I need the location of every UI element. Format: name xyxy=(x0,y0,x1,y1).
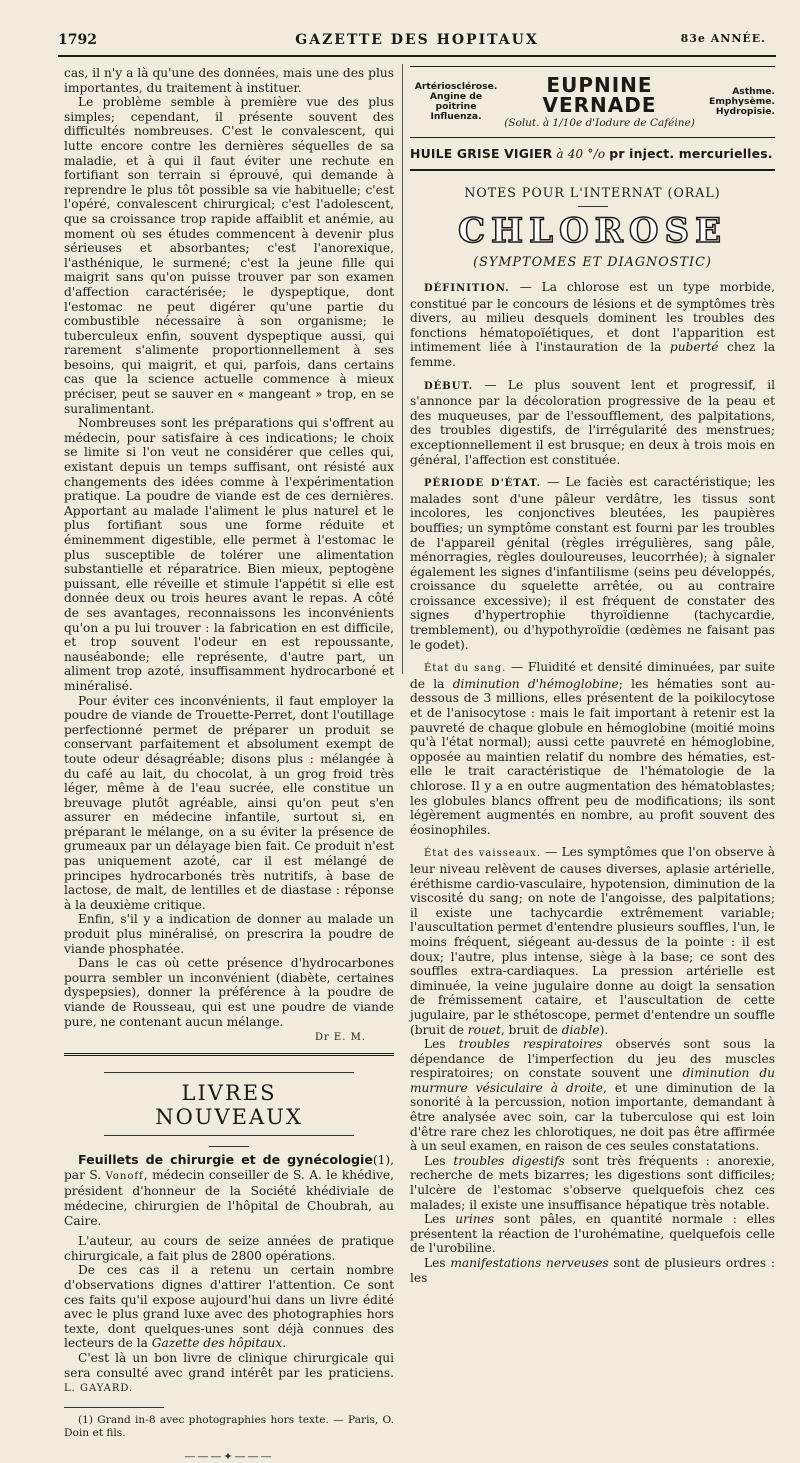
text-fragment: — Le plus souvent lent et progressif, il s'annonce par la décoloration progressive de la peau et des muqueuses, par de l'essoufflement, des palpitations, des troubles digestifs, de l'irrégularité des menstrues; exceptionnellement il est brusque; en deux à trois mois en général, l'affection est constituée. xyxy=(410,377,775,467)
ad-rule xyxy=(410,169,775,171)
ad-line: Emphysème. xyxy=(709,96,775,107)
ad-brand: EUPNINE VERNADE xyxy=(542,73,657,117)
ad-line: Asthme. xyxy=(732,86,775,97)
periode-paragraph xyxy=(410,475,775,652)
text-fragment: sont très fréquents : anorexie, recherche de mets bizarres; les digestions sont difficiles; l'ulcère de l'estomac s'observe quelquefois chez ces malades; il existe une insuffisance hépatique très notable. xyxy=(410,1153,776,1212)
text-fragment: — La chlorose est un type morbide, constitué par le concours de lésions et de symptômes très divers, au milieu desquels dominent les troubles des fonctions hématopoïétiques, et dont l'apparition est intimement liée à l'instauration de la xyxy=(410,280,775,355)
ad-text: à 40 °/o xyxy=(552,147,610,161)
nerveuses-paragraph xyxy=(410,1256,775,1285)
text-fragment: C'est là un bon livre de clinique chirurgicale qui sera consulté avec grand intérêt par les praticiens. xyxy=(64,1350,394,1380)
ad-line: Hydropisie. xyxy=(715,106,775,117)
text-fragment: — Les symptômes que l'on observe à leur niveau relèvent de causes diverses, aplasie artérielle, éréthisme cardio-vasculaire, hypotension, diminution de la viscosité du sang; on note de l'angoisse, des palpitations; il existe une tachycardie extrêmement variable; l'auscultation permet d'entendre plusieurs souffles, l'un, le moins fréquent, siégeant au-dessus de la pointe : il est doux; l'autre, plus intense, siège à la base; ce sont des souffles extra-cardiaques. La pression artérielle est diminuée, la veine jugulaire donne au doigt la sensation de frémissement cataire, et l'auscultation de cette jugulaire, par le sthétoscope, permet d'entendre un souffle (bruit de xyxy=(410,845,775,1037)
footnote-ref: (1) xyxy=(372,1153,391,1168)
paragraph: Dans le cas où cette présence d'hydrocarbones pourra sembler un inconvénient (diabète, certaines dyspepsies), donner la préférence à la poudre de viande de Rousseau, qui est une poudre de viande pure, ne contenant aucun mélange. xyxy=(64,956,394,1029)
digestifs-paragraph xyxy=(410,1154,775,1212)
text-fragment: sont de plusieurs ordres : les xyxy=(410,1256,775,1285)
debut-paragraph xyxy=(410,378,775,468)
ornament-divider: ———✦——— xyxy=(184,1449,274,1463)
divider xyxy=(209,1146,249,1147)
text-emphasis: manifestations nerveuses xyxy=(450,1256,609,1270)
right-column xyxy=(410,66,775,1285)
review-signature: L. GAYARD. xyxy=(64,1383,134,1395)
text-emphasis: troubles respiratoires xyxy=(458,1037,603,1052)
paragraph: Enfin, s'il y a indication de donner au malade un produit plus minéralisé, on prescrira la poudre de viande phosphatée. xyxy=(64,912,394,956)
advertisement-huile-grise xyxy=(410,138,775,169)
book-author: Vonoff xyxy=(105,1170,144,1182)
text-emphasis: rouet xyxy=(467,1022,501,1037)
ad-brand-block xyxy=(502,75,697,129)
text-fragment: , bruit de xyxy=(500,1022,562,1037)
respiratoires-paragraph xyxy=(410,1037,775,1154)
text-emphasis: diminution d'hémoglobine xyxy=(452,676,619,691)
section-rule xyxy=(64,1053,394,1056)
paragraph-label: État des vaisseaux. xyxy=(424,848,541,860)
paragraph: Le problème semble à première vue des plus simples; cependant, il présente souvent des difficultés nombreuses. C'est le convalescent, qui lutte encore contre les dernières séquelles de sa maladie, et à qui il faut éviter une rechute en fortifiant son terrain si éprouvé, qui demande à reprendre le plus tôt possible sa vie habituelle; c'est l'opéré, convalescent chirurgical; c'est l'adolescent, que sa croissance trop rapide affaiblit et anémie, au moment où ses études commencent à devenir plus sérieuses et absorbantes; c'est l'anorexique, l'asthénique, le surmené; c'est la jeune fille qui maigrit sans qu'on puisse trouver par son examen d'affection caractérisée; le dyspeptique, dont l'estomac ne peut digérer qu'une partie du combustible nécessaire à son organisme; le tuberculeux enfin, souvent dyspeptique aussi, qui rarement s'alimente proportionnellement à ses besoins, qui maigrit, et qui, parfois, dans certains cas que la science actuelle commence à mieux préciser, peut se sauver en « mangeant » trop, en se suralimentant. xyxy=(64,95,394,416)
text-emphasis: puberté xyxy=(669,340,719,355)
paragraph xyxy=(64,1351,394,1397)
left-column xyxy=(64,66,394,1463)
book-title: Feuillets de chirurgie et de gynécologie xyxy=(78,1152,373,1168)
journal-title: GAZETTE DES HOPITAUX xyxy=(295,32,539,48)
text-fragment: , par S. xyxy=(64,1153,394,1182)
text-emphasis: diable xyxy=(561,1022,600,1037)
text-fragment: Les xyxy=(424,1256,451,1270)
text-fragment: Les xyxy=(424,1037,459,1052)
section-kicker: NOTES POUR L'INTERNAT (ORAL) xyxy=(464,185,721,200)
paragraph-label: PÉRIODE D'ÉTAT. xyxy=(424,478,541,490)
header-rule xyxy=(58,55,776,57)
text-fragment: sont pâles, en quantité normale : elles présentent la réaction de l'urohématine, quelquefois celle de l'urobiline. xyxy=(410,1212,775,1256)
article-signature: Dr E. M. xyxy=(314,1032,366,1044)
book-review-paragraph xyxy=(64,1153,394,1228)
paragraph: L'auteur, au cours de seize années de pratique chirurgicale, a fait plus de 2800 opérations. xyxy=(64,1234,394,1263)
advertisement-eupnine xyxy=(410,67,775,137)
section-heading: LIVRES NOUVEAUX xyxy=(155,1081,303,1130)
ad-line: Influenza. xyxy=(430,111,482,122)
paragraph: Pour éviter ces inconvénients, il faut employer la poudre de viande de Trouette-Perret, dont l'outillage perfectionné permet de préparer un produit se conservant parfaitement et absolument exempt de toute odeur désagréable; disons plus : mélangée à du café au lait, du chocolat, à un grog froid très léger, même à de l'eau sucrée, elle constitue un breuvage plutôt agréable, ainsi qu'on peut s'en assurer en médecine infantile, surtout si, en préparant le mélange, on a su éviter la présence de grumeaux par un délayage bien fait. Ce produit n'est pas uniquement azoté, car il est mélangé de principes hydrocarbonés très nutritifs, à base de lactose, de malt, de lentilles et de diastase : réponse à la deuxième critique. xyxy=(64,693,394,912)
article-subtitle: (SYMPTOMES ET DIAGNOSTIC) xyxy=(473,255,712,270)
year-label: 83e ANNÉE. xyxy=(680,32,766,45)
urines-paragraph xyxy=(410,1212,775,1256)
text-emphasis: troubles digestifs xyxy=(453,1153,565,1168)
vaisseaux-paragraph xyxy=(410,845,775,1037)
text-fragment: Les xyxy=(424,1212,456,1227)
paragraph: cas, il n'y a là qu'une des données, mais une des plus importantes, du traitement à instituer. xyxy=(64,66,394,95)
text-fragment: , médecin conseiller de S. A. le khédive, président d'honneur de la Société khédiviale de médecine, chirurgien de l'hôpital de Choubrah, au Caire. xyxy=(64,1167,394,1228)
sang-paragraph xyxy=(410,660,775,837)
text-fragment: Les xyxy=(424,1153,454,1168)
text-fragment: chez la femme. xyxy=(410,340,775,369)
divider xyxy=(578,206,608,207)
text-fragment: observés sont sous la dépendance de l'imperfection du jeu des muscles respiratoires; on constate souvent une xyxy=(410,1037,775,1081)
section-heading-box xyxy=(104,1072,354,1136)
text-fragment: ). xyxy=(599,1022,609,1037)
page-number: 1792 xyxy=(58,32,97,48)
ad-line: Angine de poitrine xyxy=(429,91,483,112)
text-emphasis: diminution du murmure vésiculaire à droite xyxy=(410,1066,775,1095)
paragraph-label: DÉBUT. xyxy=(424,380,474,392)
paragraph-label: DÉFINITION. xyxy=(424,283,510,294)
article-title: CHLOROSE xyxy=(457,211,728,251)
text-fragment: , et une diminution de la sonorité à la percussion, notion importante, demandant à être analysée avec soin, car la tuberculose qui est loin d'être rare chez les chlorotiques, ne doit pas être affirmée à un seul examen, en raison de ces seules constatations. xyxy=(410,1080,775,1154)
text-fragment: ; les hématies sont au-dessous de 3 millions, elles présentent de la poikilocytose et de l'anisocytose : mais le fait important à retenir est la pauvreté de chaque globule en hémoglobine (moitié moins qu'à l'état normal); aussi cette pauvreté en hémoglobine, opposée au maintien relatif du nombre des hématies, est-elle le trait caractéristique de l'hématologie de la chlorose. Il y a en outre augmentation des hématoblastes; les globules blancs offrent peu de modifications; ils sont légèrement augmentés en nombre, au profit souvent des éosinophiles. xyxy=(410,676,775,837)
ad-indications-left xyxy=(410,82,502,122)
paragraph xyxy=(64,1263,394,1351)
text-fragment: — Le faciès est caractéristique; les malades sont d'une pâleur verdâtre, les tissus sont incolores, les conjonctives bleutées, les paupières bouffies; un symptôme constant est fourni par les troubles de l'appareil génital (règles irrégulières, sang pâle, ménorragies, règles douloureuses, leucorrhée); à signaler également les signes d'infantilisme (seins peu développés, croissance du squelette arrêtée, ou au contraire croissance excessive); il est fréquent de constater des signes d'hypertrophie thyroïdienne (tachycardie, tremblement), ou d'hypothyroïdie (œdèmes ne faisant pas le godet). xyxy=(410,475,775,652)
text-fragment: . xyxy=(282,1336,287,1351)
text-emphasis: urines xyxy=(455,1212,495,1227)
ad-line: Artériosclérose. xyxy=(414,81,498,92)
footnote-rule xyxy=(64,1407,164,1408)
footnote: (1) Grand in-8 avec photographies hors texte. — Paris, O. Doin et fils. xyxy=(64,1413,394,1439)
ad-text: pr inject. mercurielles. xyxy=(609,146,773,161)
paragraph: Nombreuses sont les préparations qui s'offrent au médecin, pour satisfaire à ces indications; le choix se limite si l'on veut ne considérer que celles qui, existant depuis un temps suffisant, ont résisté aux changements des idées comme à l'expérimentation pratique. La poudre de viande est de ces dernières. Apportant au malade l'aliment le plus naturel et le plus fortifiant sous une forme réduite et éminemment digestible, elle permet à l'estomac le plus susceptible de tolérer une alimentation substantielle et réparatrice. Bien mieux, peptogène puissant, elle réveille et stimule l'appétit si elle est donnée deux ou trois heures avant le repas. A côté de ses avantages, reconnaissons les inconvénients qu'on a pu lui trouver : la fabrication en est difficile, et trop souvent l'odeur en est repoussante, nauséabonde; elle représente, d'autre part, un aliment trop azoté, insuffisamment hydrocarboné et minéralisé. xyxy=(64,416,394,693)
definition-paragraph xyxy=(410,280,775,370)
ad-brand: HUILE GRISE VIGIER xyxy=(410,146,553,161)
journal-name: Gazette des hôpitaux xyxy=(151,1336,283,1351)
text-fragment: — Fluidité et densité diminuées, par suite de la xyxy=(410,660,775,691)
column-divider xyxy=(402,64,403,674)
text-fragment: De ces cas il a retenu un certain nombre d'observations dignes d'attirer l'attention. Ce sont ces faits qu'il expose aujourd'hui dans un livre édité avec le plus grand luxe avec des photographies hors texte, dont quelques-unes sont déjà connues des lecteurs de la xyxy=(64,1263,394,1351)
paragraph-label: État du sang. xyxy=(424,663,507,675)
ad-indications-right xyxy=(697,87,775,117)
ad-subtitle: (Solut. à 1/10e d'Iodure de Caféine) xyxy=(504,117,695,129)
page-header xyxy=(58,30,776,50)
